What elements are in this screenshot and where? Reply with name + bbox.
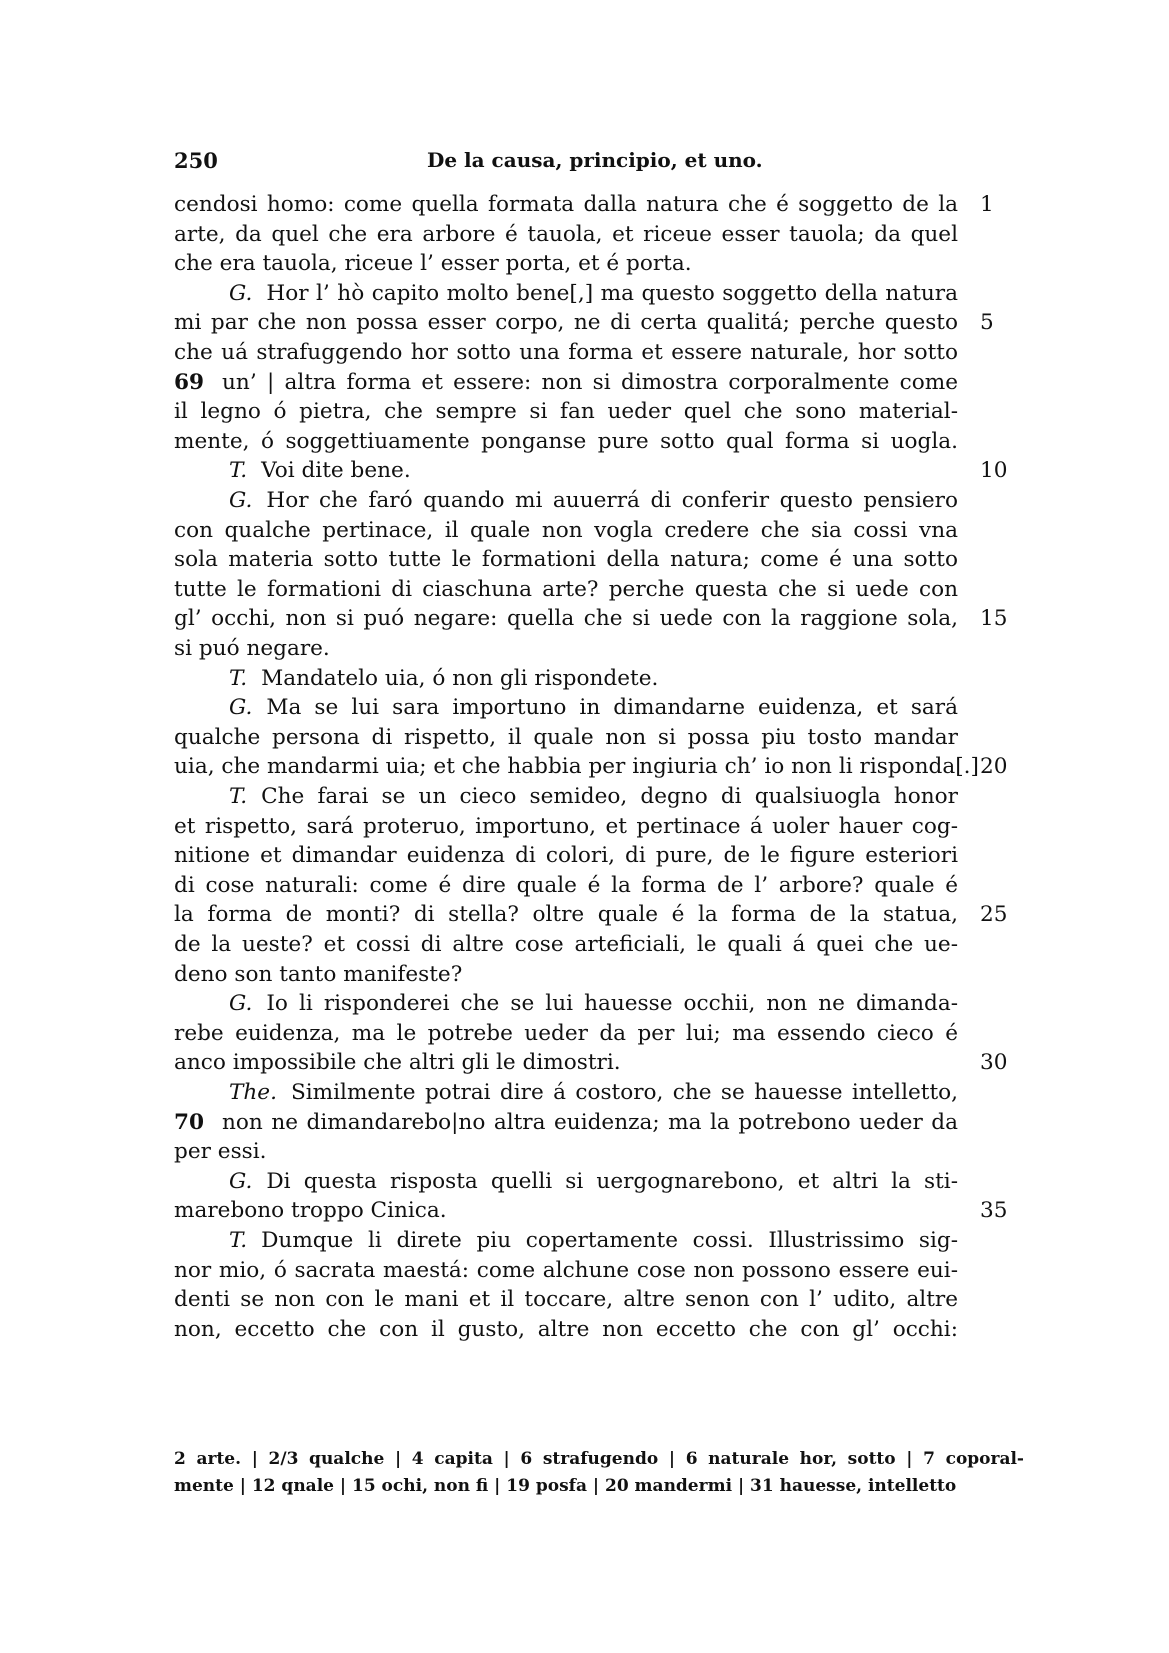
text-line [174,929,958,960]
text-line [222,367,958,398]
line-text: et rispetto, sará proteruo, importuno, et pertinace á uoler hauer cog- [174,814,958,839]
text-line [174,899,958,930]
line-text: che era tauola, riceue l’ esser porta, et é porta. [174,251,692,276]
text-line [174,751,979,782]
text-line [174,811,958,842]
line-text: Hor l’ hò capito molto bene[,] ma questo soggetto della natura [266,281,958,306]
line-text: un’ | altra forma et essere: non si dimostra corporalmente come [222,370,958,395]
line-text: uia, che mandarmi uia; et che habbia per ingiuria ch’ io non li risponda[.] [174,754,979,779]
line-text: nitione et dimandar euidenza di colori, di pure, de le figure esteriori [174,843,958,868]
text-line [229,1077,958,1108]
speaker-label: G. [229,281,253,306]
line-text: Mandatelo uia, ó non gli rispondete. [261,666,659,691]
line-text: rebe euidenza, ma le potrebe ueder da per lui; ma essendo cieco é [174,1021,958,1046]
text-line [174,307,958,338]
line-number: 25 [980,902,1008,927]
text-line [174,248,958,279]
line-text: per essi. [174,1139,267,1164]
text-line [174,426,958,457]
speaker-label: T. [229,784,248,809]
line-text: Io li risponderei che se lui hauesse occhii, non ne dimanda- [266,991,958,1016]
text-line [174,515,958,546]
line-text: mente, ó soggettiuamente ponganse pure sotto qual forma si uogla. [174,429,958,454]
line-text: Similmente potrai dire á costoro, che se hauesse intelletto, [290,1080,958,1105]
line-text: arte, da quel che era arbore é tauola, et riceue esser tauola; da quel [174,222,958,247]
apparatus-line: mente | 12 qnale | 15 ochi, non fi | 19 posfa | 20 mandermi | 31 hauesse, intelletto [174,1476,957,1496]
speaker-label: T. [229,1228,248,1253]
text-line [229,278,958,309]
line-text: tutte le formationi di ciaschuna arte? perche questa che si uede con [174,577,958,602]
line-number: 30 [980,1050,1008,1075]
text-line [174,337,958,368]
line-text: Ma se lui sara importuno in dimandarne euidenza, et sará [266,695,958,720]
line-text: la forma de monti? di stella? oltre quale é la forma de la statua, [174,902,958,927]
apparatus-line: 2 arte. | 2/3 qualche | 4 capita | 6 strafugendo | 6 naturale hor, sotto | 7 coporal- [174,1449,1024,1469]
text-line [229,988,958,1019]
text-line [174,959,958,990]
line-text: Che farai se un cieco semideo, degno di qualsiuogla honor [261,784,958,809]
margin-page-marker: 70 [174,1110,205,1135]
line-number: 15 [980,606,1008,631]
text-line [174,1255,958,1286]
text-line [229,1166,958,1197]
line-text: non, eccetto che con il gusto, altre non eccetto che con gl’ occhi: [174,1317,958,1342]
text-line [229,1225,958,1256]
text-line [222,1107,958,1138]
line-text: marebono troppo Cinica. [174,1198,447,1223]
text-line [229,692,958,723]
text-line [174,189,958,220]
speaker-label: G. [229,488,253,513]
line-text: con qualche pertinace, il quale non vogla credere che sia cossi vna [174,518,958,543]
text-line [174,722,958,753]
speaker-label: T. [229,666,248,691]
text-line [174,1047,958,1078]
line-number: 20 [980,754,1008,779]
text-line [174,1284,958,1315]
text-line [174,1018,958,1049]
margin-page-marker: 69 [174,370,205,395]
line-text: qualche persona di rispetto, il quale non si possa piu tosto mandar [174,725,958,750]
text-line [229,455,958,486]
line-text: cendosi homo: come quella formata dalla natura che é soggetto de la [174,192,958,217]
line-text: anco impossibile che altri gli le dimostri. [174,1050,621,1075]
text-line [174,840,958,871]
line-text: Voi dite bene. [261,458,411,483]
line-text: il legno ó pietra, che sempre si fan ueder quel che sono material- [174,399,958,424]
speaker-label: G. [229,695,253,720]
text-line [174,219,958,250]
text-line [174,574,958,605]
text-line [174,396,958,427]
line-text: non ne dimandarebo|no altra euidenza; ma la potrebono ueder da [222,1110,958,1135]
text-line [174,870,958,901]
line-text: gl’ occhi, non si puó negare: quella che si uede con la raggione sola, [174,606,958,631]
line-text: Di questa risposta quelli si uergognarebono, et altri la sti- [266,1169,958,1194]
text-line [174,603,958,634]
line-text: sola materia sotto tutte le formationi della natura; come é una sotto [174,547,958,572]
line-number: 5 [980,310,994,335]
text-line [174,544,958,575]
line-text: Dumque li direte piu copertamente cossi. Illustrissimo sig- [261,1228,958,1253]
text-line [174,1195,958,1226]
text-line [174,1314,958,1345]
running-title: De la causa, principio, et uno. [427,148,763,172]
line-text: che uá strafuggendo hor sotto una forma et essere naturale, hor sotto [174,340,958,365]
line-text: di cose naturali: come é dire quale é la forma de l’ arbore? quale é [174,873,958,898]
line-text: de la ueste? et cossi di altre cose arteficiali, le quali á quei che ue- [174,932,958,957]
text-line [174,1136,958,1167]
speaker-label: G. [229,1169,253,1194]
line-text: Hor che faró quando mi auuerrá di conferir questo pensiero [266,488,958,513]
line-number: 10 [980,458,1008,483]
text-line [229,485,958,516]
text-line [174,633,958,664]
running-header [0,148,1169,178]
text-line [229,663,958,694]
line-text: mi par che non possa esser corpo, ne di certa qualitá; perche questo [174,310,958,335]
line-text: nor mio, ó sacrata maestá: come alchune cose non possono essere eui- [174,1258,958,1283]
line-text: deno son tanto manifeste? [174,962,463,987]
speaker-label: G. [229,991,253,1016]
line-text: si puó negare. [174,636,330,661]
speaker-label: T. [229,458,248,483]
critical-apparatus [174,1446,1024,1500]
line-text: denti se non con le mani et il toccare, altre senon con l’ udito, altre [174,1287,958,1312]
speaker-label: The. [229,1080,277,1105]
line-number: 1 [980,192,994,217]
line-number: 35 [980,1198,1008,1223]
page-number: 250 [174,148,218,173]
text-line [229,781,958,812]
